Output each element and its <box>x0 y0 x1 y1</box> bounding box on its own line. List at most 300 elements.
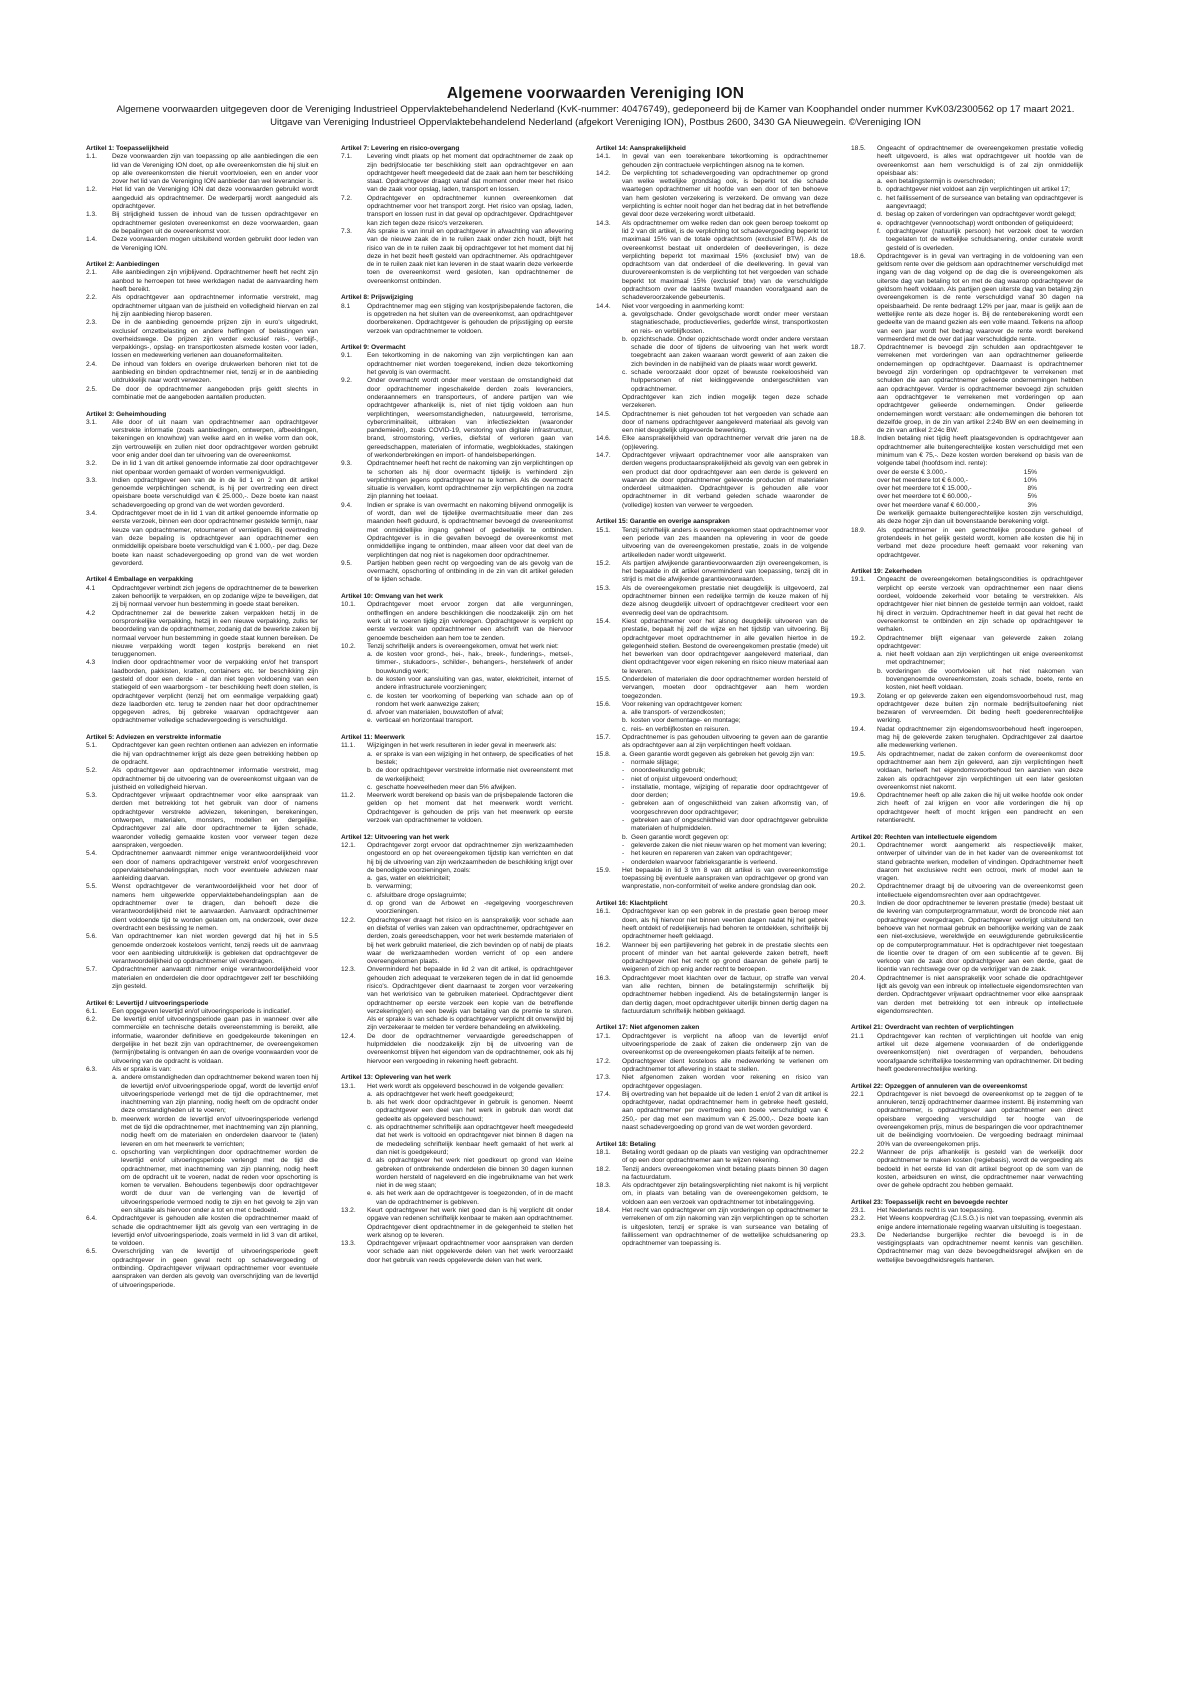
clause <box>86 236 318 253</box>
clause-text: Ongeacht of opdrachtnemer de overeengekomen prestatie volledig heeft uitgevoerd, is alles wat opdrachtgever uit hoofde van de overeenkomst aan hem verschuldigd is of zal zijn onmiddellijk opeisbaar als: <box>877 145 1083 177</box>
clause-number: 16.2. <box>596 941 611 949</box>
sub-clause <box>367 1190 573 1207</box>
sub-clause <box>367 767 573 784</box>
clause-text: Onder overmacht wordt onder meer verstaan de omstandigheid dat door opdrachtnemer ingeschakelde derden zoals leveranciers, onderaannemers en transporteurs, of andere partijen van wie opdrachtgever afhankelijk is, niet of niet tijdig voldoen aan hun verplichtingen, weersomstandigheden, natuurgeweld, terrorisme, cybercriminaliteit, uitbraken van infectieziekten (waaronder pandemieën), zoals COVID-19, verstoring van digitale infrastructuur, brand, stroomstoring, verlies, diefstal of verloren gaan van gereedschappen, materialen of informatie, wegblokkades, stakingen of werkonderbrekingen en import- of handelsbeperkingen. <box>367 377 573 459</box>
clause <box>86 933 318 966</box>
sub-clause-label: c. <box>622 725 628 733</box>
clause-number: 19.5. <box>851 750 866 758</box>
article-section <box>86 1000 318 1290</box>
sub-clause-text: opdrachtgever (vennootschap) wordt ontbonden of geliquideerd; <box>886 219 1074 227</box>
sub-clause-text: de kosten voor grond-, hei-, hak-, breek-, funderings-, metsel-, timmer-, stukadoors-, schilder-, behangers-, herstelwerk of ander bouwkundig werk; <box>376 651 573 675</box>
sub-clause-text: schade veroorzaakt door opzet of bewuste roekeloosheid van hulppersonen of niet leidinggevende ondergeschikten van opdrachtnemer. <box>631 369 828 393</box>
clause-text: Als opdrachtnemer in een gerechtelijke procedure geheel of grotendeels in het gelijk gesteld wordt, komen alle kosten die hij in verband met deze procedure heeft gemaakt voor rekening van opdrachtgever. <box>877 526 1083 559</box>
clause <box>86 883 318 933</box>
clause-number: 14.4. <box>596 302 611 310</box>
clause-number: 3.3. <box>86 476 97 484</box>
sub-clause-label: b. <box>877 667 883 675</box>
clause-number: 11.2. <box>341 792 356 800</box>
article-heading: Artikel 4 Emballage en verpakking <box>86 576 194 584</box>
clause-text: Niet afgenomen zaken worden voor rekening en risico van opdrachtgever opgeslagen. <box>622 1074 828 1090</box>
article-heading: Artikel 14: Aansprakelijkheid <box>596 145 686 152</box>
article-heading: Artikel 21: Overdracht van rechten of verplichtingen <box>851 1024 1014 1032</box>
sub-clause-label: a. <box>877 178 883 186</box>
clause-number: 23.3. <box>851 1231 866 1239</box>
clause <box>596 676 828 701</box>
clause-text: Opdrachtnemer zal de bewerkte zaken verpakken hetzij in de oorspronkelijke verpakking, hetzij in een nieuwe verpakking, zulks ter beoordeling van de opdrachtnemer, zodanig dat de bewerkte zaken bij normaal vervoer hun bestemming in goede staat kunnen bereiken. De nieuwe verpakking wordt tegen kostprijs berekend en niet teruggenomen. <box>112 609 318 659</box>
clause-text: Levering vindt plaats op het moment dat opdrachtnemer de zaak op zijn bedrijfslocatie ter beschikking stelt aan opdrachtgever en aan opdrachtgever heeft meegedeeld dat de zaak aan hem ter beschikking staat. Opdrachtgever draagt vanaf dat moment onder meer het risico van de zaak voor opslag, laden, transport en lossen. <box>367 153 573 194</box>
clause-number: 19.4. <box>851 725 866 733</box>
clause <box>341 460 573 501</box>
sub-clause-label: b. <box>367 767 373 775</box>
article-heading: Artikel 22: Opzeggen of annuleren van de overeenkomst <box>851 1082 1028 1090</box>
sub-clause-text: onoordeelkundig gebruik; <box>631 767 706 775</box>
clause-text: Opdrachtgever kan op een gebrek in de prestatie geen beroep meer doen, als hij hiervoor niet binnen veertien dagen nadat hij het gebrek heeft ontdekt of redelijkerwijs had behoren te ontdekken, schriftelijk bij opdrachtnemer heeft geklaagd. <box>622 908 828 941</box>
clause <box>86 792 318 850</box>
clause <box>851 145 1083 178</box>
clause-text: Indien door opdrachtnemer voor de verpakking en/of het transport laadborden, pakkisten, kratten, containers etc. ter beschikking zijn gesteld of door een derde - al dan niet tegen voldoening van een statiegeld of een waarborgsom - ter beschikking heeft doen stellen, is opdrachtgever verplicht (tenzij het om eenmalige verpakking gaat) deze laadborden etc. terug te zenden naar het door opdrachtnemer opgegeven adres, bij gebreke waarvan opdrachtgever aan opdrachtnemer volledige schadevergoeding is verschuldigd. <box>112 659 318 725</box>
sub-clause-label: d. <box>367 709 373 717</box>
sub-clause-label: - <box>622 767 625 775</box>
sub-clause-text: vorderingen die voortvloeien uit het niet nakomen van bovengenoemde overeenkomsten, zoals schade, boete, rente en kosten, niet heeft voldaan. <box>886 667 1083 692</box>
clause-number: 6.3. <box>86 1065 97 1073</box>
clause-text: Opdrachtgever moet klachten over de factuur, op straffe van verval van alle rechten, binnen de betalingstermijn schriftelijk bij opdrachtnemer hebben ingediend. Als de betalingstermijn langer is dan dertig dagen, moet opdrachtgever uiterlijk binnen dertig dagen na factuurdatum schriftelijk hebben geklaagd. <box>622 974 828 1015</box>
text-column-2 <box>341 145 573 1655</box>
clause <box>86 386 318 403</box>
clause-number: 15.3. <box>596 584 611 592</box>
clause-text: Als sprake is van inruil en opdrachtgever in afwachting van aflevering van de nieuwe zaak de in te ruilen zaak onder zich houdt, blijft het risico van de in te ruilen zaak bij opdrachtgever tot het moment dat hij deze in het bezit heeft gesteld van opdrachtnemer. Als opdrachtgever de in te ruilen zaak niet kan leveren in de staat waarin deze verkeerde toen de overeenkomst werd gesloten, kan opdrachtnemer de overeenkomst ontbinden. <box>367 227 573 285</box>
clause-text: Kiest opdrachtnemer voor het alsnog deugdelijk uitvoeren van de prestatie, bepaalt hij zelf de wijze en het tijdstip van uitvoering. Bij opdrachtgever moet opdrachtnemer in alle gevallen hiertoe in de gelegenheid stellen. Bestond de overeengekomen prestatie (mede) uit het bewerken van door opdrachtgever aangeleverd materiaal, dan dient opdrachtgever voor eigen rekening en risico nieuw materiaal aan te leveren. <box>622 617 828 675</box>
sub-clause-label: b. <box>622 335 628 343</box>
clause-text: Tenzij schriftelijk anders is overeengekomen staat opdrachtnemer voor een periode van zes maanden na oplevering in voor de goede uitvoering van de overeengekomen prestatie, zoals in de volgende artikelleden nader wordt uitgewerkt. <box>622 526 828 559</box>
clause-text: Opdrachtgever draagt het risico en is aansprakelijk voor schade aan en diefstal of verlies van zaken van opdrachtnemer, opdrachtgever en derden, zoals gereedschappen, voor het werk bestemde materialen of bij het werk gebruikt materieel, die zich bevinden op of nabij de plaats waar de werkzaamheden worden verricht of op een andere overeengekomen plaats. <box>367 916 573 966</box>
clause <box>596 411 828 436</box>
clause-text: Opdrachtgever zorgt ervoor dat opdrachtnemer zijn werkzaamheden ongestoord en op het overeengekomen tijdstip kan verrichten en dat hij bij de uitvoering van zijn werkzaamheden de beschikking krijgt over de benodigde voorzieningen, zoals: <box>367 841 573 874</box>
clause-text: Het recht van opdrachtgever om zijn vorderingen op opdrachtnemer te verrekenen of om zijn nakoming van zijn verplichtingen op te schorten is uitgesloten, tenzij er sprake is van surseance van betaling of faillissement van opdrachtnemer of de wettelijke schuldsanering op opdrachtnemer van toepassing is. <box>622 1207 828 1248</box>
sub-clause-label: c. <box>367 783 373 791</box>
sub-clause-text: niet of onjuist uitgevoerd onderhoud; <box>631 775 738 783</box>
clause-number: 15.4. <box>596 617 611 625</box>
clause-text: Opdrachtgever kan geen rechten ontlenen aan adviezen en informatie die hij van opdrachtnemer krijgt als deze geen betrekking hebben op de opdracht. <box>112 742 318 766</box>
clause-number: 5.5. <box>86 883 97 891</box>
sub-clause-list <box>367 875 573 916</box>
clause-text: Als opdrachtgever zijn betalingsverplichting niet nakomt is hij verplicht om, in plaats van betaling van de overeengekomen geldsom, te voldoen aan een verzoek van opdrachtnemer tot inbetalinggeving. <box>622 1182 828 1206</box>
article-section <box>851 145 1083 560</box>
clause-text: Indien betaling niet tijdig heeft plaatsgevonden is opdrachtgever aan opdrachtnemer alle buitengerechtelijke kosten verschuldigd met een minimum van € 75,-. Deze kosten worden berekend op basis van de volgende tabel (hoofdsom incl. rente): <box>877 435 1083 468</box>
article-heading: Artikel 19: Zekerheden <box>851 568 922 576</box>
clause-text: Het lid van de Vereniging ION dat deze voorwaarden gebruikt wordt aangeduid als opdrachtnemer. De wederpartij wordt aangeduid als opdrachtgever. <box>112 186 318 211</box>
clause-text: Opdrachtnemer is niet aansprakelijk voor schade die opdrachtgever lijdt als gevolg van een inbreuk op intellectuele eigendomsrechten van derden. Opdrachtgever vrijwaart opdrachtnemer voor elke aanspraak van derden met betrekking tot een inbreuk op intellectuele eigendomsrechten. <box>877 974 1083 1015</box>
text-column-3 <box>596 145 828 1655</box>
clause-number: 1.3. <box>86 211 97 219</box>
clause-text: Deze voorwaarden mogen uitsluitend worden gebruikt door leden van de Vereniging ION. <box>112 236 318 252</box>
sub-clause <box>622 784 828 801</box>
sub-clause <box>622 369 828 394</box>
cost-rate-row <box>877 502 1083 510</box>
clause-number: 18.6. <box>851 252 866 260</box>
clause <box>341 842 573 875</box>
sub-clause-list <box>367 1091 573 1207</box>
article-heading: Artikel 10: Omvang van het werk <box>341 593 443 601</box>
clause-number: 12.3. <box>341 966 356 974</box>
sub-clause-text: een betalingstermijn is overschreden; <box>886 178 996 186</box>
clause <box>341 1240 573 1265</box>
clause <box>341 643 573 651</box>
article-heading: Artikel 8: Prijswijziging <box>341 294 414 302</box>
sub-clause-text: geschatte hoeveelheden meer dan 5% afwijken. <box>376 783 517 791</box>
sub-clause <box>622 834 828 842</box>
article-section <box>341 294 573 335</box>
clause-number: 18.4. <box>596 1207 611 1214</box>
clause-number: 20.2. <box>851 883 866 891</box>
clause-number: 16.1. <box>596 908 611 916</box>
sub-clause-text: gebreken aan of ongeschiktheid van zaken afkomstig van, of voorgeschreven door opdrachtgever; <box>631 800 828 816</box>
clause <box>851 1232 1083 1265</box>
clause-number: 23.1. <box>851 1207 866 1214</box>
sub-clause-label: b. <box>112 1115 118 1123</box>
sub-clause <box>367 676 573 693</box>
sub-clause-label: a. <box>367 651 373 659</box>
sub-clause <box>622 311 828 336</box>
clause-text: Als er sprake is van: <box>112 1065 172 1073</box>
article-heading: Artikel 12: Uitvoering van het werk <box>341 833 450 841</box>
clause <box>851 253 1083 344</box>
clause-number: 8.1 <box>341 302 351 310</box>
article-heading: Artikel 7: Levering en risico-overgang <box>341 145 460 152</box>
clause <box>86 1215 318 1248</box>
sub-clause <box>367 900 573 917</box>
clause-number: 15.1. <box>596 526 611 534</box>
clause-text: Als partijen afwijkende garantievoorwaarden zijn overeengekomen, is het bepaalde in dit artikel onverminderd van toepassing, tenzij dit in strijd is met die afwijkende garantievoorwaarden. <box>622 559 828 584</box>
sub-clause-label: f. <box>877 227 881 235</box>
clause <box>851 635 1083 652</box>
sub-clause <box>112 1149 318 1215</box>
clause-text: Opdrachtnemer aanvaardt nimmer enige verantwoordelijkheid voor een door of namens opdrachtgever verstrekt en/of voorgeschreven oppervlaktebehandelingsplan, noch voor eventuele adviezen naar aanleiding daarvan. <box>112 850 318 883</box>
sub-clause <box>622 336 828 369</box>
clause <box>851 1033 1083 1074</box>
sub-clause-text: als opdrachtgever het werk niet goedkeurt op grond van kleine gebreken of ontbrekende onderdelen die binnen 30 dagen kunnen worden hersteld of nageleverd en die ingebruikname van het werk niet in de weg staan; <box>376 1157 573 1190</box>
clause-text: Opdrachtgever dient kosteloos alle medewerking te verlenen om opdrachtnemer tot aflevering in staat te stellen. <box>622 1057 828 1073</box>
clause <box>851 435 1083 468</box>
clause-text: Bij overtreding van het bepaalde uit de leden 1 en/of 2 van dit artikel is opdrachtgever, nadat opdrachtnemer hem in gebreke heeft gesteld, aan opdrachtnemer per overtreding een boete verschuldigd van € 250,- per dag met een maximum van € 25.000,-. Deze boete kan naast schadevergoeding op grond van de wet worden gevorderd. <box>622 1090 828 1132</box>
cost-rate-row <box>877 477 1083 485</box>
clause-text: Indien de door opdrachtnemer te leveren prestatie (mede) bestaat uit de levering van computerprogrammatuur, wordt de broncode niet aan opdrachtgever overgedragen. Opdrachtgever verkrijgt uitsluitend ten behoeve van het normaal gebruik en behoorlijke werking van de zaak een niet-exclusieve, wereldwijde en eeuwigdurende gebruikslicentie op de computerprogrammatuur. Het is opdrachtgever niet toegestaan de licentie over te dragen of om een sublicentie af te geven. Bij verkoop van de zaak door opdrachtgever aan een derde, gaat de licentie van rechtswege over op de verkrijger van de zaak. <box>877 900 1083 974</box>
clause <box>341 966 573 1032</box>
sub-clause-label: - <box>622 817 625 825</box>
clause-text: Het Nederlands recht is van toepassing. <box>877 1207 994 1214</box>
clause <box>86 966 318 991</box>
cost-rate-row <box>877 493 1083 501</box>
sub-clause-text: het faillissement of de surseance van betaling van opdrachtgever is aangevraagd; <box>886 194 1083 211</box>
clause-number: 2.1. <box>86 269 97 277</box>
clause <box>86 361 318 386</box>
sub-clause-list <box>622 759 828 867</box>
sub-clause <box>112 1116 318 1149</box>
clause-text: De door de opdrachtnemer aangeboden prijs geldt slechts in combinatie met de aangeboden aantallen producten. <box>112 385 318 401</box>
sub-clause <box>367 1157 573 1190</box>
sub-clause <box>367 784 573 792</box>
clause <box>341 792 573 825</box>
article-section <box>341 734 573 825</box>
sub-clause-text: opdrachtgever (natuurlijk persoon) het verzoek doet te worden toegelaten tot de wettelijke schuldsanering, onder curatele wordt gesteld of is overleden. <box>886 227 1083 252</box>
clause-text: Opdrachtgever en opdrachtnemer kunnen overeenkomen dat opdrachtnemer voor het transport zorgt. Het risico van opslag, laden, transport en lossen rust in dat geval op opdrachtgever. Opdrachtgever kan zich tegen deze risico's verzekeren. <box>367 194 573 227</box>
sub-clause-text: gevolgschade. Onder gevolgschade wordt onder meer verstaan stagnatieschade, productieverlies, gederfde winst, transportkosten en reis- en verblijfkosten. <box>631 310 828 335</box>
clause-number: 3.1. <box>86 418 97 426</box>
subtitle-line: Uitgave van Vereniging Industrieel Oppervlaktebehandelend Nederland (afgekort Vereniging ION), Postbus 2600, 3430 GA Nieuwegein. ©Vereniging ION <box>270 117 921 128</box>
clause-text: Opdrachtgever vrijwaart opdrachtnemer voor elke aanspraak van derden met betrekking tot het gebruik van door of namens opdrachtgever verstrekte adviezen, tekeningen, berekeningen, ontwerpen, materialen, monsters, modellen en dergelijke. Opdrachtgever zal alle door opdrachtnemer te lijden schade, waaronder volledig gemaakte kosten voor verweer tegen deze aanspraken, vergoeden. <box>112 792 318 849</box>
clause-number: 10.1. <box>341 601 356 609</box>
article-section <box>86 576 318 725</box>
sub-clause <box>367 717 573 725</box>
clause <box>851 1149 1083 1190</box>
clause-number: 10.2. <box>341 642 356 650</box>
clause-text: Wanneer bij een partijlevering het gebrek in de prestatie slechts een procent of minder van het aantal geleverde zaken betreft, heeft opdrachtgever niet het recht op grond daarvan de gehele partij te weigeren of zich op enig ander recht te beroepen. <box>622 941 828 974</box>
clause-number: 21.1 <box>851 1032 864 1040</box>
article-section <box>851 1199 1083 1265</box>
clause <box>851 842 1083 883</box>
clause-number: 5.3. <box>86 792 97 800</box>
clause <box>596 527 828 560</box>
article-heading: Artikel 9: Overmacht <box>341 344 406 352</box>
clause-number: 20.1. <box>851 841 866 849</box>
clause-text: Alle aanbiedingen zijn vrijblijvend. Opdrachtnemer heeft het recht zijn aanbod te herroepen tot twee werkdagen nadat de aanvaarding hem heeft bereikt. <box>112 269 318 294</box>
clause-number: 13.2. <box>341 1207 356 1214</box>
article-section <box>86 145 318 253</box>
sub-clause-label: - <box>622 758 625 766</box>
sub-clause <box>877 211 1083 219</box>
sub-clause-text: opschorting van verplichtingen door opdrachtnemer worden de levertijd en/of uitvoeringsperiode verlengd met de tijd die opdrachtnemer, met inachtneming van zijn planning, nodig heeft om de opdracht uit te voeren, nadat de reden voor opschorting is komen te vervallen. Behoudens tegenbewijs door opdrachtgever wordt de duur van de verlenging van de levertijd of uitvoeringsperiode vermoed nodig te zijn en het gevolg te zijn van een situatie als hiervoor onder a tot en met c bedoeld. <box>121 1148 318 1214</box>
article-heading: Artikel 13: Oplevering van het werk <box>341 1074 451 1082</box>
clause-text: Tenzij schriftelijk anders is overeengekomen, omvat het werk niet: <box>367 642 559 650</box>
sub-clause <box>877 220 1083 228</box>
clause-number: 5.6. <box>86 933 97 941</box>
clause <box>851 1207 1083 1215</box>
clause-number: 16.3. <box>596 974 611 982</box>
clause <box>341 377 573 460</box>
clause-number: 18.7. <box>851 344 866 352</box>
clause <box>596 942 828 975</box>
clause <box>86 419 318 460</box>
cost-rate-value: 8% <box>1027 485 1037 493</box>
clause-number: 15.5. <box>596 676 611 683</box>
article-heading: Artikel 2: Aanbiedingen <box>86 261 160 269</box>
clause-text: Wenst opdrachtgever de verantwoordelijkheid voor het door of namens hem uitgewerkte oppervlaktebehandelingsplan aan de opdrachtnemer over te dragen, dan behoeft deze die verantwoordelijkheid niet te aanvaarden. Aanvaardt opdrachtnemer dient voldoende tijd te worden gelaten om, na onderzoek, over deze overdracht een beslissing te nemen. <box>112 883 318 932</box>
sub-clause-text: als het werk door opdrachtgever in gebruik is genomen. Neemt opdrachtgever een deel van het werk in gebruik dan wordt dat gedeelte als opgeleverd beschouwd; <box>376 1099 573 1123</box>
article-section <box>851 834 1083 1017</box>
sub-clause <box>877 186 1083 194</box>
sub-clause-text: verticaal en horizontaal transport. <box>376 717 474 725</box>
clause-text: De in de aanbieding genoemde prijzen zijn in euro's uitgedrukt, exclusief omzetbelasting en andere heffingen of belastingen van overheidswege. De prijzen zijn verder exclusief reis-, verblijf-, verpakkings-, opslag- en transportkosten alsmede kosten voor laden, lossen en medewerking verlenen aan douaneformaliteiten. <box>112 319 318 360</box>
clause-number: 13.1. <box>341 1082 356 1090</box>
clause <box>851 1091 1083 1149</box>
sub-clause-text: opzichtschade. Onder opzichtschade wordt onder andere verstaan schade die door of tijdens de uitvoering van het werk wordt toegebracht aan zaken waaraan wordt gewerkt of aan zaken die zich bevinden in de nabijheid van de plaats waar wordt gewerkt. <box>631 335 828 368</box>
clause-number: 12.4. <box>341 1032 356 1040</box>
clause-number: 17.1. <box>596 1032 611 1040</box>
sub-clause-label: - <box>622 775 625 783</box>
clause-text: Onverminderd het bepaalde in lid 2 van dit artikel, is opdrachtgever gehouden zich adequaat te verzekeren tegen de in dat lid genoemde risico's. Opdrachtgever dient daarnaast te zorgen voor verzekering van het werkrisico van te gebruiken materieel. Opdrachtgever dient opdrachtnemer op eerste verzoek een kopie van de betreffende verzekering(en) en een bewijs van betaling van de premie te sturen. Als er sprake is van schade is opdrachtgever verplicht dit onverwijld bij zijn verzekeraar te melden ter verdere behandeling en afwikkeling. <box>367 966 573 1032</box>
clause-number: 4.1 <box>86 584 96 592</box>
sub-clause-label: a. <box>367 1090 373 1098</box>
clause <box>851 344 1083 435</box>
clause <box>86 585 318 610</box>
cost-rate-label: over het meerdere tot € 60.000,- <box>877 493 972 501</box>
clause-number: 4.3 <box>86 659 96 667</box>
clause <box>596 1182 828 1207</box>
article-heading: Artikel 18: Betaling <box>596 1140 656 1148</box>
sub-clause-label: a. <box>112 1074 118 1082</box>
clause-text: De verplichting tot schadevergoeding van opdrachtnemer op grond van welke wettelijke grondslag ook, is beperkt tot die schade waartegen opdrachtnemer uit hoofde van een door of ten behoeve van hem gesloten verzekering is verzekerd. De omvang van deze verplichting is echter nooit hoger dan het bedrag dat in het betreffende geval door deze verzekering wordt uitbetaald. <box>622 169 828 219</box>
clause-text: Het Weens koopverdrag (C.I.S.G.) is niet van toepassing, evenmin als enige andere internationale regeling waarvan uitsluiting is toegestaan. <box>877 1215 1083 1231</box>
clause <box>851 883 1083 900</box>
sub-clause <box>367 1099 573 1124</box>
article-heading: Artikel 23: Toepasselijk recht en bevoegde rechter <box>851 1198 1009 1206</box>
clause <box>86 610 318 660</box>
sub-clause-text: het keuren en repareren van zaken van opdrachtgever; <box>631 850 792 858</box>
clause <box>86 269 318 294</box>
sub-clause <box>367 1091 573 1099</box>
cost-rate-value: 15% <box>1023 468 1037 476</box>
sub-clause <box>877 228 1083 253</box>
document-subtitle <box>0 103 1191 129</box>
clause-text: Indien opdrachtgever een van de in de lid 1 en 2 van dit artikel genoemde verplichtingen schendt, is hij per overtreding een direct opeisbare boete verschuldigd van € 25.000,-. Deze boete kan naast schadevergoeding op grond van de wet worden gevorderd. <box>112 476 318 509</box>
clause-number: 4.2 <box>86 609 96 617</box>
sub-clause-label: a. <box>367 750 373 758</box>
sub-clause <box>622 776 828 784</box>
sub-clause-text: geleverde zaken die niet nieuw waren op het moment van levering; <box>631 841 827 849</box>
text-column-4 <box>851 145 1083 1655</box>
clause-text: Als de overeengekomen prestatie niet deugdelijk is uitgevoerd, zal opdrachtnemer binnen een redelijke termijn de keuze maken of hij deze alsnog deugdelijk uitvoert of opdrachtgever crediteert voor een evenredig deel van de opdrachtsom. <box>622 584 828 617</box>
article-heading: Artikel 11: Meerwerk <box>341 734 405 742</box>
clause-number: 20.4. <box>851 974 866 982</box>
clause-number: 14.7. <box>596 451 611 459</box>
sub-clause-text: normale slijtage; <box>631 758 680 766</box>
clause-number: 9.1. <box>341 352 352 360</box>
article-section <box>596 1024 828 1132</box>
clause-text: Meerwerk wordt berekend op basis van de prijsbepalende factoren die gelden op het moment dat het meerwerk wordt verricht. Opdrachtgever is gehouden de prijs van het meerwerk op eerste verzoek van opdrachtnemer te voldoen. <box>367 792 573 825</box>
clause-text: Tenzij anders overeengekomen vindt betaling plaats binnen 30 dagen na factuurdatum. <box>622 1165 828 1181</box>
clause-text: Opdrachtnemer mag een stijging van kostprijsbepalende factoren, die is opgetreden na het sluiten van de overeenkomst, aan opdrachtgever doorberekenen. Opdrachtgever is gehouden de prijsstijging op eerste verzoek van opdrachtnemer te voldoen. <box>367 302 573 335</box>
clause-text: Niet voor vergoeding in aanmerking komt: <box>622 302 745 310</box>
clause-text: Als opdrachtgever aan opdrachtnemer informatie verstrekt, mag opdrachtnemer bij de uitvoering van de overeenkomst uitgaan van de juistheid en volledigheid hiervan. <box>112 767 318 791</box>
clause <box>596 1058 828 1075</box>
cost-rate-value: 5% <box>1027 493 1037 501</box>
sub-clause <box>622 717 828 725</box>
clause-number: 3.2. <box>86 460 97 468</box>
sub-clause-list <box>877 651 1083 692</box>
sub-clause-text: er sprake is van een wijziging in het ontwerp, de specificaties of het bestek; <box>376 750 573 766</box>
clause-number: 19.3. <box>851 692 866 700</box>
clause-text: Opdrachtnemer heeft op alle zaken die hij uit welke hoofde ook onder zich heeft of zal krijgen en voor alle vorderingen die hij op opdrachtgever heeft of mocht krijgen een pandrecht en een retentierecht. <box>877 792 1083 825</box>
sub-clause <box>877 651 1083 668</box>
clause-number: 5.1. <box>86 742 97 750</box>
article-section <box>851 1024 1083 1074</box>
sub-clause-text: afvoer van materialen, bouwstoffen of afval; <box>376 709 504 717</box>
document-title: Algemene voorwaarden Vereniging ION <box>446 85 745 102</box>
clause <box>86 153 318 186</box>
clause <box>596 1074 828 1091</box>
clause-number: 2.2. <box>86 294 97 302</box>
clause-number: 6.4. <box>86 1215 97 1223</box>
sub-clause <box>367 751 573 768</box>
clause <box>86 460 318 477</box>
clause-number: 6.1. <box>86 1007 97 1015</box>
clause-text: Opdrachtnemer is bevoegd zijn schulden aan opdrachtgever te verrekenen met vorderingen van aan opdrachtnemer gelieerde ondernemingen op opdrachtgever. Daarnaast is opdrachtnemer bevoegd zijn vorderingen op opdrachtgever te verrekenen met schulden die aan opdrachtnemer gelieerde ondernemingen hebben aan opdrachtgever. Verder is opdrachtnemer bevoegd zijn schulden aan opdrachtgever te verrekenen met vorderingen op aan opdrachtgever gelieerde ondernemingen. Onder gelieerde ondernemingen wordt verstaan: alle ondernemingen die behoren tot dezelfde groep, in de zin van artikel 2:24b BW en een deelneming in de zin van artikel 2:24c BW. <box>877 344 1083 435</box>
subtitle-line: Algemene voorwaarden uitgegeven door de Vereniging Industrieel Oppervlaktebehandelend Nederland (KvK-nummer: 40476749), gedeponeerd bij de Kamer van Koophandel onder nummer KvK03/2300562 op 17 maart 2021. <box>116 104 1075 115</box>
article-section <box>86 261 318 402</box>
sub-clause-label: b. <box>367 1099 373 1107</box>
sub-clause-list <box>367 751 573 792</box>
sub-clause-text: alle transport- of verzendkosten; <box>631 709 726 717</box>
article-section <box>341 344 573 585</box>
clause <box>86 659 318 725</box>
sub-clause-text: opdrachtgever niet voldoet aan zijn verplichtingen uit artikel 17; <box>886 186 1071 194</box>
clause-text: Onderdelen of materialen die door opdrachtnemer worden hersteld of vervangen, moeten door opdrachtgever aan hem worden toegezonden. <box>622 676 828 700</box>
sub-clause-label: b. <box>622 717 628 725</box>
clause-number: 17.4. <box>596 1090 611 1098</box>
clause-text: Elke aansprakelijkheid van opdrachtnemer vervalt drie jaren na de (op)levering. <box>622 435 828 451</box>
sub-clause-label: a. <box>622 310 628 318</box>
sub-clause <box>877 195 1083 212</box>
article-section <box>596 145 828 510</box>
sub-clause <box>367 1124 573 1157</box>
clause-text: Overschrijding van de levertijd of uitvoeringsperiode geeft opdrachtgever in geen geval recht op schadevergoeding of ontbinding. Opdrachtgever vrijwaart opdrachtnemer voor eventuele aanspraken van derden als gevolg van overschrijding van de levertijd of uitvoeringsperiode. <box>112 1248 318 1289</box>
clause <box>596 170 828 220</box>
sub-clause-label: - <box>622 850 625 858</box>
sub-clause <box>877 668 1083 693</box>
clause <box>341 1207 573 1240</box>
sub-clause <box>622 842 828 850</box>
clause-number: 14.6. <box>596 435 611 443</box>
clause <box>851 792 1083 825</box>
clause-number: 5.4. <box>86 850 97 858</box>
clause-text: Opdrachtgever kan rechten of verplichtingen uit hoofde van enig artikel uit deze algemene voorwaarden of de onderliggende overeenkomst(en) niet overdragen of verpanden, behoudens voorafgaande schriftelijke toestemming van opdrachtnemer. Dit beding heeft goederenrechtelijke werking. <box>877 1032 1083 1073</box>
clause-number: 19.2. <box>851 634 866 642</box>
clause-number: 6.5. <box>86 1248 97 1256</box>
clause <box>341 1083 573 1091</box>
sub-clause-text: afsluitbare droge opslagruimte; <box>376 891 467 899</box>
clause-text: Indien er sprake is van overmacht en nakoming blijvend onmogelijk is of wordt, dan wel de tijdelijke overmachtsituatie meer dan zes maanden heeft geduurd, is opdrachtnemer bevoegd de overeenkomst met onmiddellijke ingang geheel of gedeeltelijk te ontbinden. Opdrachtgever is in die gevallen bevoegd de overeenkomst met onmiddellijke ingang te ontbinden, maar alleen voor dat deel van de verplichtingen dat nog niet is nagekomen door opdrachtnemer. <box>367 501 573 559</box>
clause-text: Wanneer de prijs afhankelijk is gesteld van de werkelijk door opdrachtnemer te maken kosten (regiebasis), wordt de vergoeding als bedoeld in het eerste lid van dit artikel begroot op de som van de kosten, arbeidsuren en winst, die opdrachtnemer naar verwachting over de gehele opdracht zou hebben gemaakt. <box>877 1148 1083 1190</box>
clause <box>86 510 318 568</box>
clause-number: 15.8. <box>596 750 611 758</box>
sub-clause <box>622 817 828 834</box>
cost-rate-label: over het meerdere vanaf € 60.000,- <box>877 501 981 509</box>
clause <box>596 153 828 170</box>
clause-text: In geval van een toerekenbare tekortkoming is opdrachtnemer gehouden zijn contractuele verplichtingen alsnog na te komen. <box>622 153 828 169</box>
sub-clause-text: meerwerk worden de levertijd en/of uitvoeringsperiode verlengd met de tijd die opdrachtnemer, met inachtneming van zijn planning, nodig heeft om de materialen en onderdelen daarvoor te (laten) leveren en om het meerwerk te verrichten; <box>121 1115 318 1148</box>
clause <box>596 751 828 759</box>
clause <box>86 211 318 236</box>
cost-rate-label: over het meerdere tot € 15.000,- <box>877 485 972 493</box>
clause-text: Opdrachtgever is in geval van vertraging in de voldoening van een geldsom rente over die geldsom aan opdrachtnemer verschuldigd met ingang van de dag volgend op de dag die is overeengekomen als uiterste dag van betaling tot en met de dag waarop opdrachtgever de geldsom heeft voldaan. Als partijen geen uiterste dag van betaling zijn overeengekomen is de rente verschuldigd vanaf 30 dagen na opeisbaarheid. De rente bedraagt 12% per jaar, maar is gelijk aan de wettelijke rente als deze hoger is. Bij de renteberekening wordt een gedeelte van de maand gezien als een volle maand. Telkens na afloop van een jaar wordt het bedrag waarover de rente wordt berekend vermeerderd met de over dat jaar verschuldigde rente. <box>877 252 1083 343</box>
cost-rate-row <box>877 485 1083 493</box>
article-section <box>341 834 573 1066</box>
clause-number: 1.1. <box>86 153 97 161</box>
article-section <box>851 568 1083 825</box>
sub-clause-label: e. <box>877 219 883 227</box>
clause-text: Opdrachtnemer heeft het recht de nakoming van zijn verplichtingen op te schorten als hij door overmacht tijdelijk is verhinderd zijn verplichtingen jegens opdrachtgever na te komen. Als de overmacht situatie is vervallen, komt opdrachtnemer zijn verplichtingen na zodra zijn planning het toelaat. <box>367 460 573 501</box>
clause <box>341 601 573 642</box>
clause-number: 5.2. <box>86 767 97 775</box>
sub-clause <box>877 178 1083 186</box>
clause <box>341 917 573 967</box>
sub-clause-text: als opdrachtgever het werk heeft goedgekeurd; <box>376 1090 514 1098</box>
clause <box>851 1215 1083 1232</box>
sub-clause-text: reis- en verblijfkosten en reisuren. <box>631 725 730 733</box>
sub-clause-text: gebreken aan of ongeschiktheid van door opdrachtgever gebruikte materialen of hulpmiddelen. <box>631 817 828 833</box>
sub-clause-list <box>622 311 828 394</box>
text-column-1 <box>86 145 318 1655</box>
article-section <box>851 1083 1083 1191</box>
